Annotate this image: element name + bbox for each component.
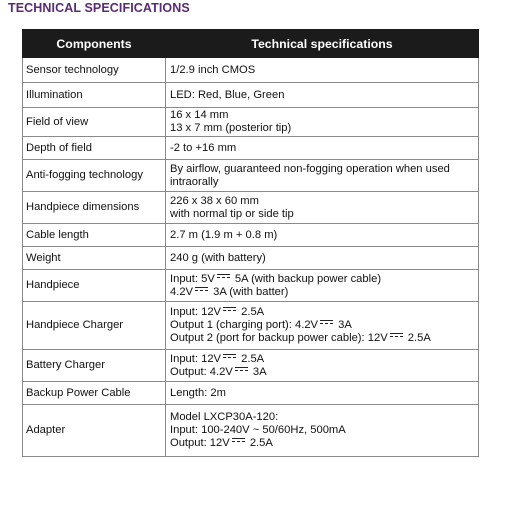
- dc-symbol-icon: [232, 438, 245, 444]
- spec-line: By airflow, guaranteed non-fogging operation when used: [170, 162, 450, 175]
- spec-cell: [166, 302, 479, 350]
- table-row: [23, 108, 479, 137]
- spec-line: Output: 4.2V 3A: [170, 365, 267, 378]
- page-heading: TECHNICAL SPECIFICATIONS: [8, 1, 190, 15]
- dc-symbol-icon: [223, 354, 236, 360]
- column-header-components: Components: [23, 30, 166, 58]
- table-row: [23, 224, 479, 247]
- spec-line: Input: 5V 5A (with backup power cable): [170, 272, 382, 285]
- spec-cell: [166, 382, 479, 405]
- spec-line: 1/2.9 inch CMOS: [170, 63, 256, 76]
- spec-line: -2 to +16 mm: [170, 141, 237, 154]
- spec-line: Output 1 (charging port): 4.2V 3A: [170, 319, 352, 331]
- spec-cell: [166, 137, 479, 160]
- table-row: [23, 382, 479, 405]
- dc-symbol-icon: [195, 287, 208, 293]
- component-cell: Battery Charger: [23, 350, 166, 382]
- spec-line: Input: 100-240V ~ 50/60Hz, 500mA: [170, 424, 346, 436]
- component-cell: Backup Power Cable: [23, 382, 166, 405]
- spec-line: LED: Red, Blue, Green: [170, 88, 285, 101]
- spec-line: intraorally: [170, 175, 219, 188]
- spec-line: Output 2 (port for backup power cable): 12V 2.5A: [170, 332, 431, 344]
- column-header-specifications: Technical specifications: [166, 30, 479, 58]
- spec-table: [22, 29, 479, 457]
- spec-line: Input: 12V 2.5A: [170, 306, 265, 318]
- dc-symbol-icon: [223, 307, 236, 313]
- spec-line: 13 x 7 mm (posterior tip): [170, 122, 292, 134]
- dc-symbol-icon: [390, 333, 403, 339]
- component-cell: Weight: [23, 247, 166, 270]
- spec-line: Length: 2m: [170, 386, 226, 399]
- spec-cell: [166, 247, 479, 270]
- spec-cell: [166, 405, 479, 457]
- table-header-row: [23, 30, 479, 58]
- table-row: [23, 160, 479, 192]
- table-row: [23, 192, 479, 224]
- dc-symbol-icon: [320, 320, 333, 326]
- table-row: [23, 247, 479, 270]
- spec-line: 226 x 38 x 60 mm: [170, 194, 259, 207]
- component-cell: Anti-fogging technology: [23, 160, 166, 192]
- spec-line: 16 x 14 mm: [170, 109, 229, 121]
- component-cell: Handpiece Charger: [23, 302, 166, 350]
- spec-line: 2.7 m (1.9 m + 0.8 m): [170, 228, 278, 241]
- spec-line: with normal tip or side tip: [170, 207, 294, 220]
- spec-line: 4.2V 3A (with batter): [170, 285, 289, 298]
- spec-line: Input: 12V 2.5A: [170, 352, 265, 365]
- spec-cell: [166, 192, 479, 224]
- spec-cell: [166, 350, 479, 382]
- spec-line: Model LXCP30A-120:: [170, 411, 279, 423]
- table-row: [23, 302, 479, 350]
- spec-cell: [166, 83, 479, 108]
- component-cell: Field of view: [23, 108, 166, 137]
- spec-cell: [166, 224, 479, 247]
- component-cell: Depth of field: [23, 137, 166, 160]
- table-row: [23, 270, 479, 302]
- component-cell: Illumination: [23, 83, 166, 108]
- table-row: [23, 83, 479, 108]
- table-row: [23, 58, 479, 83]
- table-row: [23, 350, 479, 382]
- spec-line: 240 g (with battery): [170, 251, 266, 264]
- spec-cell: [166, 160, 479, 192]
- component-cell: Sensor technology: [23, 58, 166, 83]
- spec-cell: [166, 58, 479, 83]
- dc-symbol-icon: [235, 367, 248, 373]
- component-cell: Handpiece dimensions: [23, 192, 166, 224]
- spec-line: Output: 12V 2.5A: [170, 437, 273, 449]
- table-row: [23, 405, 479, 457]
- dc-symbol-icon: [217, 274, 230, 280]
- component-cell: Handpiece: [23, 270, 166, 302]
- spec-cell: [166, 108, 479, 137]
- table-row: [23, 137, 479, 160]
- spec-cell: [166, 270, 479, 302]
- component-cell: Cable length: [23, 224, 166, 247]
- component-cell: Adapter: [23, 405, 166, 457]
